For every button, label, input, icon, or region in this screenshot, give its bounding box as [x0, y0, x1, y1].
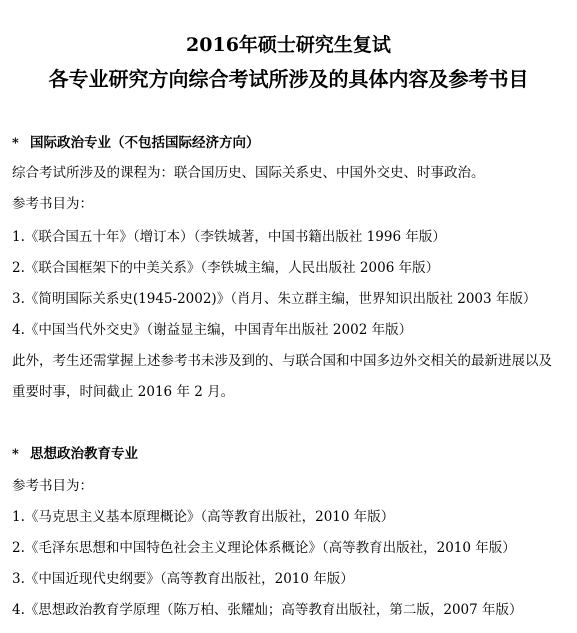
book-item: 1.《联合国五十年》（增订本）（李铁城著，中国书籍出版社 1996 年版） — [12, 229, 446, 245]
bullet-icon: * — [12, 136, 19, 151]
bullet-icon: * — [12, 447, 19, 462]
book-item: 2.《毛泽东思想和中国特色社会主义理论体系概论》（高等教育出版社，2010 年版） — [12, 540, 516, 556]
section-heading-international-politics — [12, 133, 260, 154]
book-item: 2.《联合国框架下的中美关系》（李铁城主编，人民出版社 2006 年版） — [12, 260, 440, 276]
book-item: 4.《中国当代外交史》（谢益显主编，中国青年出版社 2002 年版） — [12, 322, 413, 338]
book-item: 1.《马克思主义基本原理概论》（高等教育出版社，2010 年版） — [12, 509, 395, 525]
note-text: 此外，考生还需掌握上述参考书未涉及到的、与联合国和中国多边外交相关的最新进展以及 — [12, 353, 552, 369]
books-label: 参考书目为： — [12, 478, 93, 494]
section-heading-ideological-education — [12, 444, 138, 465]
book-item: 4.《思想政治教育学原理（陈万柏、张耀灿；高等教育出版社，第二版，2007 年版） — [12, 602, 523, 618]
note-text: 重要时事，时间截止 2016 年 2 月。 — [12, 384, 235, 400]
book-item: 3.《中国近现代史纲要》（高等教育出版社，2010 年版） — [12, 571, 354, 587]
book-item: 3.《简明国际关系史(1945-2002)》（肖月、朱立群主编，世界知识出版社 2003 年版） — [12, 291, 537, 307]
section-heading-text: 国际政治专业（不包括国际经济方向） — [30, 135, 260, 151]
document-title-year: 2016年硕士研究生复试 — [186, 34, 391, 56]
section-heading-text: 思想政治教育专业 — [30, 446, 138, 462]
document-title-main: 各专业研究方向综合考试所涉及的具体内容及参考书目 — [48, 67, 529, 91]
books-label: 参考书目为： — [12, 196, 93, 212]
courses-text: 综合考试所涉及的课程为：联合国历史、国际关系史、中国外交史、时事政治。 — [12, 165, 485, 181]
